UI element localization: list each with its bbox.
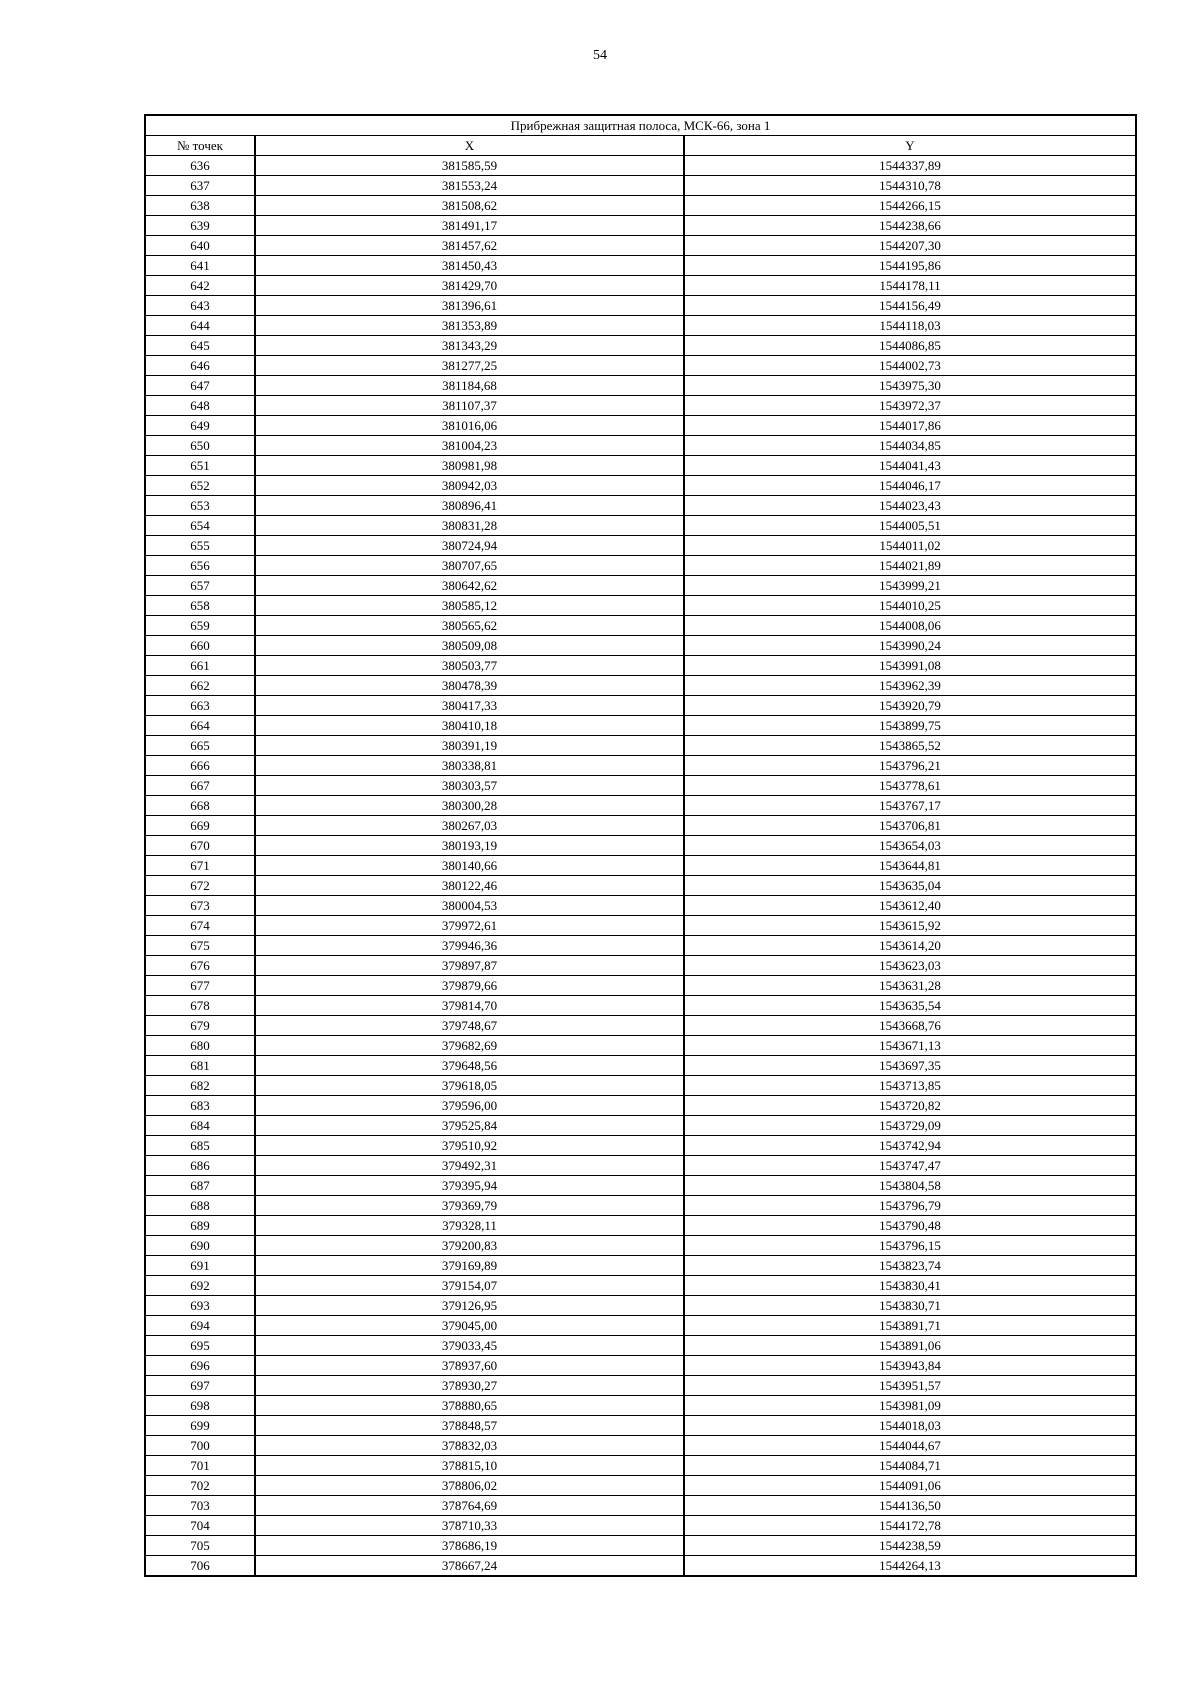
header-point-number: № точек: [145, 136, 255, 156]
table-row: [145, 1176, 1136, 1196]
cell-x: 378806,02: [255, 1476, 684, 1496]
header-y: Y: [684, 136, 1136, 156]
cell-point-number: 678: [145, 996, 255, 1016]
table-row: [145, 1076, 1136, 1096]
table-row: [145, 976, 1136, 996]
cell-y: 1543830,71: [684, 1296, 1136, 1316]
cell-y: 1543990,24: [684, 636, 1136, 656]
cell-y: 1544178,11: [684, 276, 1136, 296]
table-row: [145, 1036, 1136, 1056]
cell-point-number: 700: [145, 1436, 255, 1456]
cell-x: 379328,11: [255, 1216, 684, 1236]
cell-y: 1544118,03: [684, 316, 1136, 336]
cell-y: 1543951,57: [684, 1376, 1136, 1396]
table-row: [145, 516, 1136, 536]
header-x: X: [255, 136, 684, 156]
cell-point-number: 703: [145, 1496, 255, 1516]
cell-x: 381184,68: [255, 376, 684, 396]
table-row: [145, 676, 1136, 696]
cell-point-number: 690: [145, 1236, 255, 1256]
table-row: [145, 1156, 1136, 1176]
cell-y: 1543713,85: [684, 1076, 1136, 1096]
cell-y: 1544034,85: [684, 436, 1136, 456]
cell-x: 378686,19: [255, 1536, 684, 1556]
cell-y: 1544017,86: [684, 416, 1136, 436]
cell-y: 1544337,89: [684, 156, 1136, 176]
cell-x: 379045,00: [255, 1316, 684, 1336]
cell-x: 381396,61: [255, 296, 684, 316]
cell-point-number: 695: [145, 1336, 255, 1356]
table-row: [145, 236, 1136, 256]
cell-point-number: 698: [145, 1396, 255, 1416]
cell-x: 378832,03: [255, 1436, 684, 1456]
cell-point-number: 659: [145, 616, 255, 636]
table-row: [145, 636, 1136, 656]
cell-y: 1544010,25: [684, 596, 1136, 616]
cell-point-number: 683: [145, 1096, 255, 1116]
table-row: [145, 416, 1136, 436]
cell-point-number: 676: [145, 956, 255, 976]
table-row: [145, 296, 1136, 316]
table-row: [145, 576, 1136, 596]
cell-point-number: 705: [145, 1536, 255, 1556]
cell-x: 381457,62: [255, 236, 684, 256]
table-row: [145, 396, 1136, 416]
cell-point-number: 642: [145, 276, 255, 296]
table-row: [145, 536, 1136, 556]
table-row: [145, 1256, 1136, 1276]
cell-point-number: 667: [145, 776, 255, 796]
cell-x: 379682,69: [255, 1036, 684, 1056]
cell-x: 381450,43: [255, 256, 684, 276]
table-row: [145, 856, 1136, 876]
cell-y: 1543999,21: [684, 576, 1136, 596]
cell-x: 381585,59: [255, 156, 684, 176]
cell-point-number: 655: [145, 536, 255, 556]
table-row: [145, 876, 1136, 896]
table-row: [145, 796, 1136, 816]
table-row: [145, 256, 1136, 276]
cell-y: 1543706,81: [684, 816, 1136, 836]
cell-x: 379033,45: [255, 1336, 684, 1356]
cell-x: 380565,62: [255, 616, 684, 636]
table-row: [145, 916, 1136, 936]
cell-point-number: 649: [145, 416, 255, 436]
cell-x: 380004,53: [255, 896, 684, 916]
cell-point-number: 646: [145, 356, 255, 376]
cell-y: 1543804,58: [684, 1176, 1136, 1196]
table-row: [145, 1416, 1136, 1436]
cell-y: 1544156,49: [684, 296, 1136, 316]
cell-point-number: 644: [145, 316, 255, 336]
cell-x: 380140,66: [255, 856, 684, 876]
cell-x: 380509,08: [255, 636, 684, 656]
cell-y: 1543612,40: [684, 896, 1136, 916]
cell-y: 1543796,79: [684, 1196, 1136, 1216]
cell-point-number: 699: [145, 1416, 255, 1436]
cell-x: 380724,94: [255, 536, 684, 556]
cell-point-number: 671: [145, 856, 255, 876]
table-row: [145, 816, 1136, 836]
cell-x: 380707,65: [255, 556, 684, 576]
table-row: [145, 1296, 1136, 1316]
cell-x: 380300,28: [255, 796, 684, 816]
cell-y: 1543943,84: [684, 1356, 1136, 1376]
cell-x: 378710,33: [255, 1516, 684, 1536]
cell-x: 379369,79: [255, 1196, 684, 1216]
table-row: [145, 936, 1136, 956]
cell-y: 1544002,73: [684, 356, 1136, 376]
table-header-row: [145, 136, 1136, 156]
cell-point-number: 643: [145, 296, 255, 316]
cell-point-number: 641: [145, 256, 255, 276]
cell-x: 380942,03: [255, 476, 684, 496]
cell-point-number: 663: [145, 696, 255, 716]
cell-x: 379879,66: [255, 976, 684, 996]
cell-y: 1543668,76: [684, 1016, 1136, 1036]
cell-x: 378880,65: [255, 1396, 684, 1416]
cell-x: 379200,83: [255, 1236, 684, 1256]
cell-y: 1544195,86: [684, 256, 1136, 276]
cell-point-number: 692: [145, 1276, 255, 1296]
cell-x: 380981,98: [255, 456, 684, 476]
table-row: [145, 156, 1136, 176]
cell-y: 1544264,13: [684, 1556, 1136, 1577]
cell-y: 1543614,20: [684, 936, 1136, 956]
table-row: [145, 336, 1136, 356]
page-number: 54: [593, 48, 607, 63]
table-row: [145, 716, 1136, 736]
table-row: [145, 1196, 1136, 1216]
cell-point-number: 664: [145, 716, 255, 736]
table-row: [145, 736, 1136, 756]
cell-x: 378848,57: [255, 1416, 684, 1436]
cell-x: 379946,36: [255, 936, 684, 956]
table-row: [145, 1236, 1136, 1256]
cell-point-number: 673: [145, 896, 255, 916]
cell-y: 1543635,54: [684, 996, 1136, 1016]
cell-y: 1543631,28: [684, 976, 1136, 996]
table-row: [145, 1056, 1136, 1076]
cell-y: 1543654,03: [684, 836, 1136, 856]
table-row: [145, 1476, 1136, 1496]
cell-x: 379525,84: [255, 1116, 684, 1136]
cell-y: 1544172,78: [684, 1516, 1136, 1536]
cell-point-number: 680: [145, 1036, 255, 1056]
table-row: [145, 556, 1136, 576]
cell-point-number: 668: [145, 796, 255, 816]
cell-y: 1544041,43: [684, 456, 1136, 476]
table-body: [145, 156, 1136, 1577]
cell-point-number: 666: [145, 756, 255, 776]
cell-x: 381277,25: [255, 356, 684, 376]
cell-x: 378764,69: [255, 1496, 684, 1516]
cell-y: 1544310,78: [684, 176, 1136, 196]
table-title-row: [145, 115, 1136, 136]
cell-point-number: 688: [145, 1196, 255, 1216]
cell-x: 381004,23: [255, 436, 684, 456]
cell-point-number: 677: [145, 976, 255, 996]
table-row: [145, 836, 1136, 856]
cell-point-number: 679: [145, 1016, 255, 1036]
table-row: [145, 176, 1136, 196]
cell-y: 1543644,81: [684, 856, 1136, 876]
cell-point-number: 658: [145, 596, 255, 616]
cell-y: 1543729,09: [684, 1116, 1136, 1136]
cell-x: 380478,39: [255, 676, 684, 696]
table-row: [145, 896, 1136, 916]
cell-point-number: 637: [145, 176, 255, 196]
cell-point-number: 654: [145, 516, 255, 536]
cell-y: 1543697,35: [684, 1056, 1136, 1076]
cell-x: 379897,87: [255, 956, 684, 976]
table-row: [145, 1396, 1136, 1416]
table-row: [145, 1436, 1136, 1456]
table-row: [145, 1016, 1136, 1036]
cell-y: 1543790,48: [684, 1216, 1136, 1236]
cell-x: 380642,62: [255, 576, 684, 596]
table-row: [145, 1336, 1136, 1356]
cell-x: 379126,95: [255, 1296, 684, 1316]
cell-x: 378930,27: [255, 1376, 684, 1396]
table-row: [145, 1516, 1136, 1536]
cell-y: 1543899,75: [684, 716, 1136, 736]
cell-x: 378937,60: [255, 1356, 684, 1376]
cell-point-number: 685: [145, 1136, 255, 1156]
table-row: [145, 1556, 1136, 1577]
cell-y: 1544238,66: [684, 216, 1136, 236]
cell-point-number: 701: [145, 1456, 255, 1476]
cell-x: 380267,03: [255, 816, 684, 836]
table-row: [145, 456, 1136, 476]
cell-y: 1543615,92: [684, 916, 1136, 936]
cell-point-number: 640: [145, 236, 255, 256]
cell-y: 1543830,41: [684, 1276, 1136, 1296]
cell-point-number: 696: [145, 1356, 255, 1376]
table-title: Прибрежная защитная полоса, МСК-66, зона 1: [145, 115, 1136, 136]
cell-point-number: 669: [145, 816, 255, 836]
cell-y: 1543972,37: [684, 396, 1136, 416]
cell-y: 1543742,94: [684, 1136, 1136, 1156]
table-row: [145, 1536, 1136, 1556]
cell-point-number: 674: [145, 916, 255, 936]
cell-x: 380122,46: [255, 876, 684, 896]
cell-point-number: 686: [145, 1156, 255, 1176]
cell-x: 379169,89: [255, 1256, 684, 1276]
cell-point-number: 704: [145, 1516, 255, 1536]
cell-x: 380503,77: [255, 656, 684, 676]
cell-x: 380193,19: [255, 836, 684, 856]
cell-y: 1544136,50: [684, 1496, 1136, 1516]
cell-point-number: 694: [145, 1316, 255, 1336]
cell-x: 381343,29: [255, 336, 684, 356]
cell-y: 1543991,08: [684, 656, 1136, 676]
cell-y: 1543623,03: [684, 956, 1136, 976]
cell-y: 1543891,06: [684, 1336, 1136, 1356]
cell-point-number: 656: [145, 556, 255, 576]
cell-y: 1543962,39: [684, 676, 1136, 696]
cell-point-number: 693: [145, 1296, 255, 1316]
cell-point-number: 672: [145, 876, 255, 896]
cell-point-number: 665: [145, 736, 255, 756]
cell-y: 1543778,61: [684, 776, 1136, 796]
cell-y: 1544011,02: [684, 536, 1136, 556]
cell-point-number: 675: [145, 936, 255, 956]
cell-point-number: 653: [145, 496, 255, 516]
cell-x: 379492,31: [255, 1156, 684, 1176]
table-row: [145, 616, 1136, 636]
cell-x: 381508,62: [255, 196, 684, 216]
cell-point-number: 689: [145, 1216, 255, 1236]
table-row: [145, 696, 1136, 716]
cell-y: 1543865,52: [684, 736, 1136, 756]
table-row: [145, 476, 1136, 496]
cell-y: 1543981,09: [684, 1396, 1136, 1416]
cell-point-number: 647: [145, 376, 255, 396]
cell-x: 380410,18: [255, 716, 684, 736]
cell-point-number: 691: [145, 1256, 255, 1276]
cell-y: 1544008,06: [684, 616, 1136, 636]
cell-x: 380585,12: [255, 596, 684, 616]
cell-x: 381491,17: [255, 216, 684, 236]
table-row: [145, 316, 1136, 336]
cell-point-number: 645: [145, 336, 255, 356]
cell-y: 1544084,71: [684, 1456, 1136, 1476]
table-row: [145, 1496, 1136, 1516]
table-row: [145, 1216, 1136, 1236]
cell-y: 1543891,71: [684, 1316, 1136, 1336]
table-row: [145, 356, 1136, 376]
cell-y: 1544238,59: [684, 1536, 1136, 1556]
cell-y: 1544021,89: [684, 556, 1136, 576]
cell-x: 379972,61: [255, 916, 684, 936]
cell-x: 379510,92: [255, 1136, 684, 1156]
cell-x: 380391,19: [255, 736, 684, 756]
table-row: [145, 1096, 1136, 1116]
cell-x: 380896,41: [255, 496, 684, 516]
table-row: [145, 276, 1136, 296]
table-row: [145, 1376, 1136, 1396]
cell-x: 378667,24: [255, 1556, 684, 1577]
cell-point-number: 638: [145, 196, 255, 216]
cell-x: 379814,70: [255, 996, 684, 1016]
table-row: [145, 216, 1136, 236]
table-row: [145, 1276, 1136, 1296]
cell-y: 1544005,51: [684, 516, 1136, 536]
table-row: [145, 1456, 1136, 1476]
cell-point-number: 662: [145, 676, 255, 696]
cell-x: 379154,07: [255, 1276, 684, 1296]
cell-y: 1544023,43: [684, 496, 1136, 516]
cell-y: 1543823,74: [684, 1256, 1136, 1276]
table-row: [145, 496, 1136, 516]
cell-point-number: 706: [145, 1556, 255, 1577]
cell-y: 1544207,30: [684, 236, 1136, 256]
cell-point-number: 639: [145, 216, 255, 236]
cell-point-number: 657: [145, 576, 255, 596]
table-row: [145, 196, 1136, 216]
cell-x: 381353,89: [255, 316, 684, 336]
cell-y: 1543635,04: [684, 876, 1136, 896]
cell-x: 379618,05: [255, 1076, 684, 1096]
cell-point-number: 684: [145, 1116, 255, 1136]
cell-point-number: 651: [145, 456, 255, 476]
cell-x: 379395,94: [255, 1176, 684, 1196]
cell-x: 381016,06: [255, 416, 684, 436]
cell-x: 380303,57: [255, 776, 684, 796]
cell-point-number: 697: [145, 1376, 255, 1396]
table-row: [145, 1136, 1136, 1156]
cell-point-number: 661: [145, 656, 255, 676]
table-row: [145, 1316, 1136, 1336]
table-row: [145, 596, 1136, 616]
table-row: [145, 996, 1136, 1016]
table-row: [145, 1116, 1136, 1136]
cell-x: 381553,24: [255, 176, 684, 196]
cell-y: 1543796,21: [684, 756, 1136, 776]
cell-y: 1543920,79: [684, 696, 1136, 716]
cell-x: 379596,00: [255, 1096, 684, 1116]
cell-y: 1544086,85: [684, 336, 1136, 356]
cell-x: 380338,81: [255, 756, 684, 776]
cell-x: 378815,10: [255, 1456, 684, 1476]
cell-y: 1543975,30: [684, 376, 1136, 396]
table-row: [145, 776, 1136, 796]
cell-y: 1544018,03: [684, 1416, 1136, 1436]
cell-point-number: 636: [145, 156, 255, 176]
cell-point-number: 648: [145, 396, 255, 416]
cell-x: 379648,56: [255, 1056, 684, 1076]
cell-point-number: 650: [145, 436, 255, 456]
cell-point-number: 687: [145, 1176, 255, 1196]
cell-y: 1544091,06: [684, 1476, 1136, 1496]
table-row: [145, 1356, 1136, 1376]
cell-x: 380417,33: [255, 696, 684, 716]
cell-y: 1543767,17: [684, 796, 1136, 816]
cell-y: 1543796,15: [684, 1236, 1136, 1256]
cell-point-number: 652: [145, 476, 255, 496]
cell-y: 1544044,67: [684, 1436, 1136, 1456]
table-row: [145, 376, 1136, 396]
cell-point-number: 670: [145, 836, 255, 856]
cell-point-number: 681: [145, 1056, 255, 1076]
coordinates-table: [144, 114, 1137, 1577]
cell-x: 381429,70: [255, 276, 684, 296]
table-row: [145, 436, 1136, 456]
cell-y: 1543671,13: [684, 1036, 1136, 1056]
cell-point-number: 660: [145, 636, 255, 656]
cell-point-number: 682: [145, 1076, 255, 1096]
cell-y: 1544046,17: [684, 476, 1136, 496]
cell-x: 380831,28: [255, 516, 684, 536]
cell-point-number: 702: [145, 1476, 255, 1496]
table-row: [145, 756, 1136, 776]
cell-y: 1544266,15: [684, 196, 1136, 216]
cell-y: 1543720,82: [684, 1096, 1136, 1116]
cell-x: 379748,67: [255, 1016, 684, 1036]
table-row: [145, 956, 1136, 976]
cell-y: 1543747,47: [684, 1156, 1136, 1176]
table-row: [145, 656, 1136, 676]
cell-x: 381107,37: [255, 396, 684, 416]
